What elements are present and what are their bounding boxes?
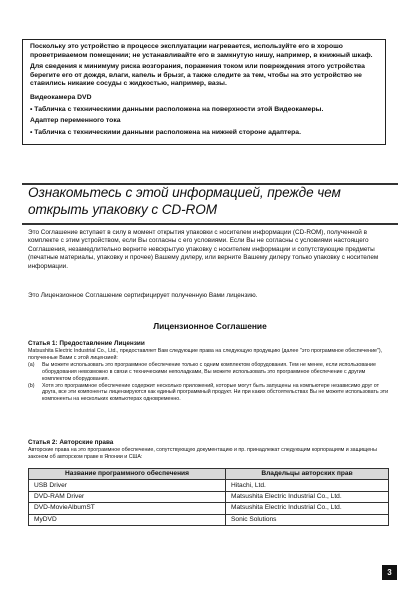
copyright-owners-table <box>28 468 389 526</box>
safety-warning-box <box>22 39 386 145</box>
section-bottom-rule <box>22 223 398 225</box>
certification-paragraph: Это Лицензионное Соглашение сертифицирует полученную Вами лицензию. <box>28 292 258 299</box>
table-row <box>29 491 389 502</box>
table-header-row <box>29 469 389 480</box>
table-row <box>29 480 389 491</box>
table-row <box>29 503 389 514</box>
intro-paragraph: Это Соглашение вступает в силу в момент открытия упаковки с носителем информации (CD-ROM), полученной в комплекте с этим устройством, если Вы согласны с его условиями. Если Вы не согласны с условиями настоящего Соглашения, незамедлительно верните невскрытую упаковку с носителем информации и сопутствующие предметы (печатные материалы, упаковку и прочее) Вашему дилеру, или верните Вашему дилеру только упаковку с носителем информации. <box>28 229 379 270</box>
copyright-owner: Matsushita Electric Industrial Co., Ltd. <box>226 503 389 514</box>
item-text: Хотя это программное обеспечение содержит несколько приложений, которые могут быть запущены на компьютере независимо друг от друга, все эти компоненты лицензируются как единый программный продукт. Ни при каких обстоятельствах Вы не можете использовать эти компоненты на нескольких компьютерах одновременно. <box>42 382 389 403</box>
table-row <box>29 514 389 525</box>
item-text: Вы можете использовать это программное обеспечение только с одним комплектом оборудования. Тем не менее, если использование оборудования невозможно в связи с техническими неполадками, Вы можете использовать это программное обеспечение с другим комплектом оборудования. <box>42 361 376 382</box>
section-heading: Ознакомьтесь с этой информацией, прежде чем открыть упаковку с CD-ROM <box>28 185 341 217</box>
article-2-title: Статья 2: Авторские права <box>28 439 114 446</box>
adapter-label: Адаптер переменного тока <box>30 117 121 125</box>
item-marker: (b) <box>28 382 35 389</box>
list-item <box>28 362 394 383</box>
copyright-owner: Hitachi, Ltd. <box>226 480 389 491</box>
software-name: DVD-RAM Driver <box>29 491 226 502</box>
adapter-rating-note: • Табличка с техническими данными расположена на нижней стороне адаптера. <box>30 128 301 136</box>
article-1 <box>28 340 394 403</box>
camera-label: Видеокамера DVD <box>30 93 92 101</box>
article-1-title: Статья 1: Предоставление Лицензии <box>28 340 145 347</box>
software-name: DVD-MovieAlbumST <box>29 503 226 514</box>
article-1-text: Matsushita Electric Industrial Co., Ltd., предоставляет Вам следующие права на следующую продукцию (далее "это программное обеспечение"), полученные Вами с этой лицензией: <box>28 348 383 361</box>
article-2 <box>28 439 394 461</box>
copyright-owner: Matsushita Electric Industrial Co., Ltd. <box>226 491 389 502</box>
copyright-owner: Sonic Solutions <box>226 514 389 525</box>
software-name: USB Driver <box>29 480 226 491</box>
list-item <box>28 383 394 404</box>
license-title: Лицензионное Соглашение <box>153 321 267 331</box>
item-marker: (a) <box>28 361 35 368</box>
page-number: 3 <box>382 565 397 580</box>
header-software-name: Название программного обеспечения <box>29 469 226 480</box>
moisture-warning: Для сведения к минимуму риска возгорания, поражения током или повреждения этого устройства берегите его от дождя, влаги, капель и брызг, а также следите за тем, чтобы на это устройство не ставились никакие сосуды с жидкостью, например, вазы. <box>30 63 365 88</box>
header-copyright-owner: Владельцы авторских прав <box>226 469 389 480</box>
article-1-items <box>28 362 394 403</box>
ventilation-warning: Поскольку это устройство в процессе эксплуатации нагревается, используйте его в хорошо проветриваемом помещении; не устанавливайте его в замкнутую нишу, например, в книжный шкаф. <box>30 43 373 59</box>
article-2-text: Авторские права на это программное обеспечение, сопутствующую документацию и пр. принадлежат следующим корпорациям и защищены законом об авторском праве в Японии и США: <box>28 447 377 460</box>
software-name: MyDVD <box>29 514 226 525</box>
camera-rating-note: • Табличка с техническими данными расположена на поверхности этой Видеокамеры. <box>30 105 324 113</box>
